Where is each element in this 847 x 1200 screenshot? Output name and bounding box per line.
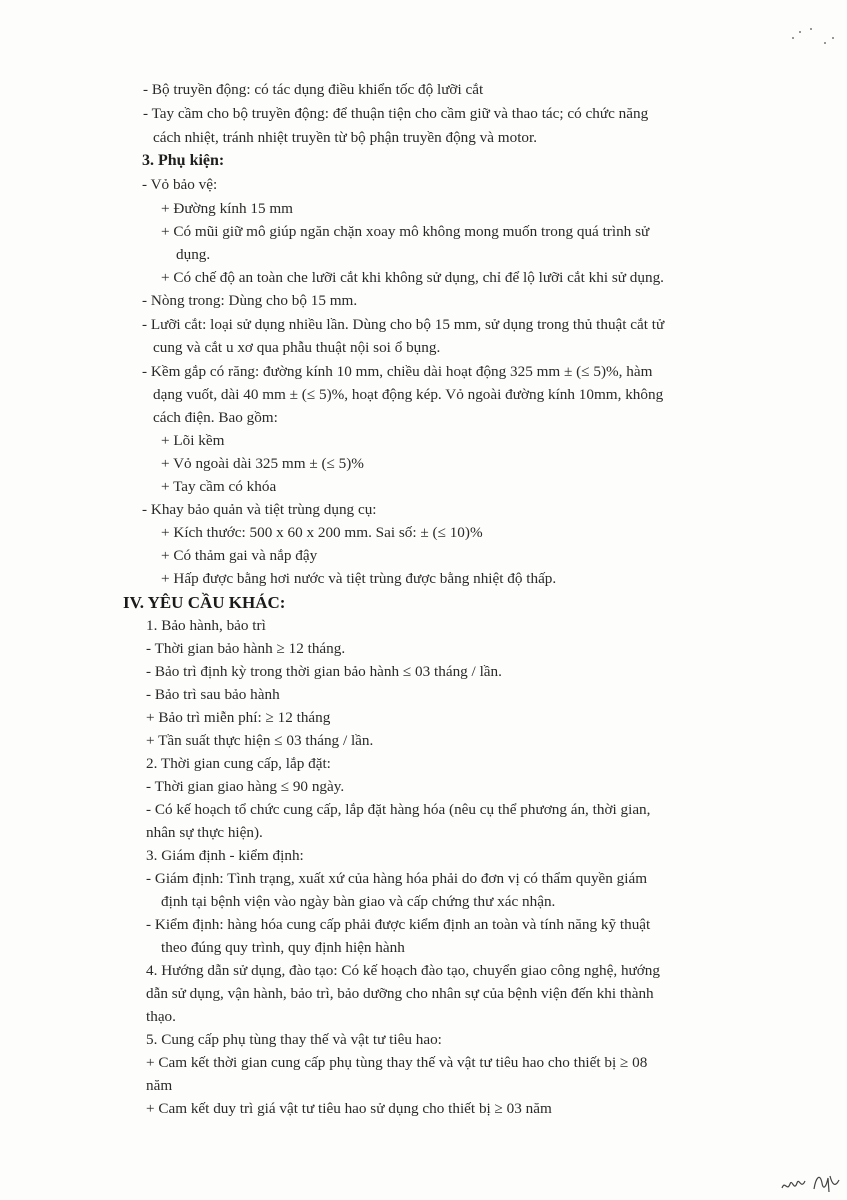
text-line: 2. Thời gian cung cấp, lắp đặt: xyxy=(146,755,331,772)
text-line: - Bảo trì định kỳ trong thời gian bảo hành ≤ 03 tháng / lần. xyxy=(146,663,502,680)
initials-mark xyxy=(778,1168,844,1196)
scan-speck xyxy=(824,42,826,44)
text-line: + Hấp được bằng hơi nước và tiệt trùng được bằng nhiệt độ thấp. xyxy=(161,570,557,587)
text-line: - Kềm gắp có răng: đường kính 10 mm, chiều dài hoạt động 325 mm ± (≤ 5)%, hàm xyxy=(142,363,653,380)
scan-speck xyxy=(799,31,801,33)
text-line: + Cam kết duy trì giá vật tư tiêu hao sử dụng cho thiết bị ≥ 03 năm xyxy=(146,1100,552,1117)
text-line: định tại bệnh viện vào ngày bàn giao và cấp chứng thư xác nhận. xyxy=(161,893,556,910)
text-line: + Có chế độ an toàn che lưỡi cắt khi không sử dụng, chỉ để lộ lưỡi cắt khi sử dụng. xyxy=(161,269,664,286)
text-line: - Tay cầm cho bộ truyền động: để thuận tiện cho cầm giữ và thao tác; có chức năng xyxy=(143,105,649,122)
text-line: cách nhiệt, tránh nhiệt truyền từ bộ phận truyền động và motor. xyxy=(153,129,538,146)
text-line: nhân sự thực hiện). xyxy=(146,824,263,841)
text-line: - Thời gian giao hàng ≤ 90 ngày. xyxy=(146,778,345,795)
text-line: thạo. xyxy=(146,1008,176,1025)
text-line: + Vỏ ngoài dài 325 mm ± (≤ 5)% xyxy=(161,455,364,472)
text-line: 5. Cung cấp phụ tùng thay thế và vật tư tiêu hao: xyxy=(146,1031,442,1048)
text-line: + Bảo trì miễn phí: ≥ 12 tháng xyxy=(146,709,331,726)
section-heading: 3. Phụ kiện: xyxy=(142,152,225,169)
section-heading: IV. YÊU CẦU KHÁC: xyxy=(123,593,286,612)
text-line: dạng vuốt, dài 40 mm ± (≤ 5)%, hoạt động kép. Vỏ ngoài đường kính 10mm, không xyxy=(153,386,664,403)
text-line: cách điện. Bao gồm: xyxy=(153,409,278,426)
text-line: cung và cắt u xơ qua phẫu thuật nội soi ổ bụng. xyxy=(153,339,441,356)
text-line: - Vỏ bảo vệ: xyxy=(142,176,218,193)
text-line: 1. Bảo hành, bảo trì xyxy=(146,617,266,634)
text-line: dụng. xyxy=(176,246,211,263)
text-line: - Kiểm định: hàng hóa cung cấp phải được kiểm định an toàn và tính năng kỹ thuật xyxy=(146,916,651,933)
text-line: + Đường kính 15 mm xyxy=(161,200,293,217)
text-line: + Có thảm gai và nắp đậy xyxy=(161,547,318,564)
text-line: - Giám định: Tình trạng, xuất xứ của hàng hóa phải do đơn vị có thẩm quyền giám xyxy=(146,870,648,887)
scan-speck xyxy=(810,28,812,30)
text-line: + Lõi kềm xyxy=(161,432,225,449)
scan-speck xyxy=(792,37,794,39)
scan-speck xyxy=(832,37,834,39)
text-line: - Có kế hoạch tổ chức cung cấp, lắp đặt hàng hóa (nêu cụ thể phương án, thời gian, xyxy=(146,801,651,818)
text-line: 4. Hướng dẫn sử dụng, đào tạo: Có kế hoạch đào tạo, chuyển giao công nghệ, hướng xyxy=(146,962,660,979)
text-line: + Kích thước: 500 x 60 x 200 mm. Sai số: ± (≤ 10)% xyxy=(161,524,483,541)
text-line: theo đúng quy trình, quy định hiện hành xyxy=(161,939,405,956)
text-line: - Bộ truyền động: có tác dụng điều khiển tốc độ lưỡi cắt xyxy=(143,81,484,98)
text-line: + Tần suất thực hiện ≤ 03 tháng / lần. xyxy=(146,732,374,749)
text-line: 3. Giám định - kiểm định: xyxy=(146,847,304,864)
text-line: dẫn sử dụng, vận hành, bảo trì, bảo dưỡng cho nhân sự của bệnh viện đến khi thành xyxy=(146,985,654,1002)
text-line: + Có mũi giữ mô giúp ngăn chặn xoay mô không mong muốn trong quá trình sử xyxy=(161,223,650,240)
text-line: + Cam kết thời gian cung cấp phụ tùng thay thế và vật tư tiêu hao cho thiết bị ≥ 08 xyxy=(146,1054,648,1071)
text-line: + Tay cầm có khóa xyxy=(161,478,277,495)
text-line: năm xyxy=(146,1077,173,1094)
text-line: - Khay bảo quản và tiệt trùng dụng cụ: xyxy=(142,501,377,518)
text-line: - Lưỡi cắt: loại sử dụng nhiều lần. Dùng cho bộ 15 mm, sử dụng trong thủ thuật cắt tử xyxy=(142,316,665,333)
text-line: - Nòng trong: Dùng cho bộ 15 mm. xyxy=(142,292,358,309)
text-line: - Thời gian bảo hành ≥ 12 tháng. xyxy=(146,640,346,657)
text-line: - Bảo trì sau bảo hành xyxy=(146,686,280,703)
